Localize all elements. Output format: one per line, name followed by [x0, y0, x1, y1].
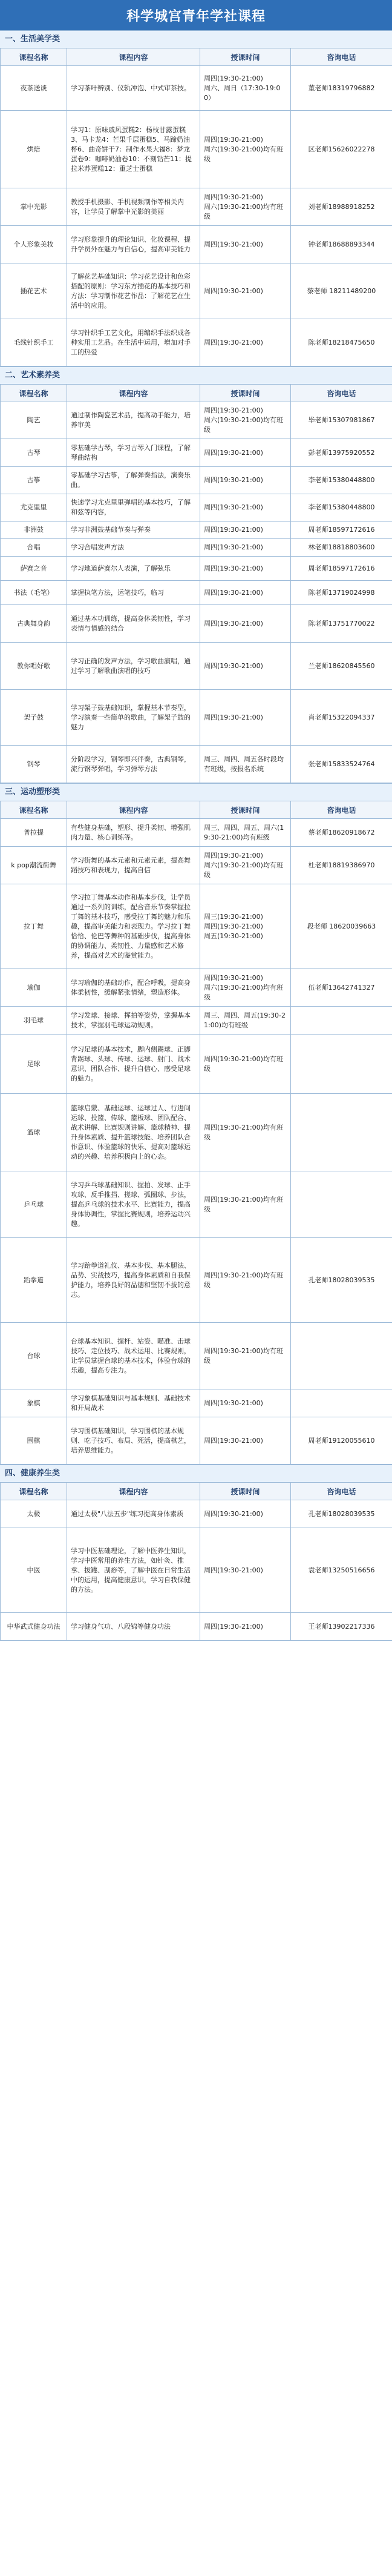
course-content: 通过制作陶瓷艺术品，提高动手能力，培养审美 [67, 402, 200, 439]
table-row [1, 1035, 392, 1094]
table-row [1, 847, 392, 884]
course-time: 周四(19:30-21:00) [200, 539, 291, 557]
table-header-row [1, 1483, 392, 1500]
course-name: 羽毛球 [1, 1007, 67, 1035]
course-content: 有些健身基础，塑形、提升柔韧、增强肌肉力量、核心训练等。 [67, 819, 200, 847]
course-time: 周四(19:30-21:00) [200, 521, 291, 539]
course-phone: 李老师15380448800 [291, 494, 392, 521]
column-header: 咨询电话 [291, 1483, 392, 1500]
column-header: 授课时间 [200, 801, 291, 819]
course-sections [0, 30, 392, 1641]
course-name: 太极 [1, 1500, 67, 1528]
course-content: 通过基本功训练，提高身体柔韧性，学习表情与情感的结合 [67, 605, 200, 643]
course-phone: 伍老师13642741327 [291, 969, 392, 1007]
column-header: 课程内容 [67, 48, 200, 66]
course-content: 快速学习尤克里里弹唱的基本技巧，了解和弦等内容， [67, 494, 200, 521]
column-header: 课程名称 [1, 1483, 67, 1500]
table-row [1, 1007, 392, 1035]
course-name: 陶艺 [1, 402, 67, 439]
course-phone: 王老师13902217336 [291, 1613, 392, 1641]
course-content: 学习健身气功、八段锦等健身功法 [67, 1613, 200, 1641]
course-name: 古典舞身韵 [1, 605, 67, 643]
column-header: 课程内容 [67, 801, 200, 819]
course-content: 学习茶叶辨别、仪轨冲泡、中式审茶技。 [67, 66, 200, 111]
course-content: 学习足球的基本技术，脚内侧踢球、正脚背踢球、头球、传球、运球、射门、战术意识、团队合作、提升自信心、感受足球的魅力。 [67, 1035, 200, 1094]
table-row [1, 819, 392, 847]
table-row [1, 66, 392, 111]
course-table [0, 384, 392, 783]
course-content: 掌握执笔方法，运笔技巧，临习 [67, 581, 200, 605]
course-name: 插花艺术 [1, 263, 67, 319]
course-phone: 区老师15626022278 [291, 111, 392, 188]
course-name: 围棋 [1, 1417, 67, 1465]
course-content: 学习拉丁舞基本动作和基本步伐，让学员通过一系列的训练，配合音乐节奏掌握拉丁舞的基本技巧，感受拉丁舞的魅力和乐趣，提高审美能力和表现力。学习拉丁舞恰恰、伦巴等舞种的基础步伐，提高身体的协调能力、柔韧性、力量感和艺术修养，提高对艺术的鉴赏能力。 [67, 884, 200, 969]
course-phone: 兰老师18620845560 [291, 643, 392, 690]
course-phone: 袁老师13250516656 [291, 1528, 392, 1613]
course-content: 学习发球、接球、挥拍等姿势，掌握基本技术，掌握羽毛球运动规则。 [67, 1007, 200, 1035]
table-row [1, 1238, 392, 1323]
table-row [1, 521, 392, 539]
table-row [1, 539, 392, 557]
course-content: 篮球启蒙、基础运球、运球过人、行进间运球、投篮、传球、篮板球、团队配合、战术讲解、比赛规则讲解、篮球精神、提升身体素质、提升篮球技能、培养团队合作意识、体验篮球的快乐、提高对篮球运动的兴趣、培养积极向上的心态。 [67, 1094, 200, 1171]
table-row [1, 439, 392, 467]
table-row [1, 226, 392, 263]
course-phone: 孔老师18028039535 [291, 1238, 392, 1323]
table-row [1, 1500, 392, 1528]
course-content: 学习形象提升的理论知识、化妆课程、提升学员外在魅力与自信心，提高审美能力 [67, 226, 200, 263]
course-time: 周三(19:30-21:00) 周四(19:30-21:00) 周五(19:30-21:00) [200, 884, 291, 969]
course-name: 掌中光影 [1, 188, 67, 226]
section-title: 二、艺术素养类 [0, 366, 392, 384]
course-time: 周四(19:30-21:00) 周六(19:30-21:00)均有班级 [200, 847, 291, 884]
course-content: 学习架子鼓基础知识，掌握基本节奏型，学习演奏一些简单的歌曲，了解架子鼓的魅力 [67, 690, 200, 746]
course-time: 周三、周四、周五(19:30-21:00)均有班级 [200, 1007, 291, 1035]
table-row [1, 969, 392, 1007]
table-row [1, 402, 392, 439]
course-content: 学习1：原味戚风蛋糕2：杨枝甘露蛋糕3、马卡龙4：芒果千层蛋糕5、马蹄奶油杯6、曲奇饼干7：制作水果大福8：梦龙蛋卷9：咖啡奶油卷10：不刻钻芒11：提拉米苏蛋糕12：重芝士蛋糕 [67, 111, 200, 188]
course-time: 周四(19:30-21:00) [200, 1389, 291, 1417]
course-table [0, 801, 392, 1465]
course-name: 古筝 [1, 467, 67, 494]
course-content: 学习围棋基础知识，学习围棋的基本规则、吃子技巧、布局、死活，提高棋艺，培养思维能力。 [67, 1417, 200, 1465]
course-time: 周四(19:30-21:00) [200, 319, 291, 366]
table-row [1, 319, 392, 366]
course-time: 周四(19:30-21:00)均有班级 [200, 1094, 291, 1171]
course-phone: 陈老师13719024998 [291, 581, 392, 605]
course-phone: 林老师18818803600 [291, 539, 392, 557]
course-phone: 孔老师18028039535 [291, 1500, 392, 1528]
course-phone [291, 1094, 392, 1171]
course-time: 周四(19:30-21:00) 周六(19:30-21:00)均有班级 [200, 111, 291, 188]
course-phone: 黎老师 18211489200 [291, 263, 392, 319]
section-title: 四、健康养生类 [0, 1465, 392, 1482]
course-phone: 段老师 18620039663 [291, 884, 392, 969]
course-content: 学习非洲鼓基础节奏与弹奏 [67, 521, 200, 539]
course-time: 周四(19:30-21:00) [200, 1528, 291, 1613]
course-name: 台球 [1, 1323, 67, 1389]
course-phone [291, 1171, 392, 1238]
course-phone: 钟老师18688893344 [291, 226, 392, 263]
course-name: 跆拳道 [1, 1238, 67, 1323]
course-name: 钢琴 [1, 746, 67, 783]
course-name: 尤克里里 [1, 494, 67, 521]
table-row [1, 1613, 392, 1641]
course-content: 通过太极"八法五步"练习提高身体素质 [67, 1500, 200, 1528]
course-content: 学习跆拳道礼仪、基本步伐、基本腿法、品势、实战技巧，提高身体素质和自我保护能力，培养良好的品德和坚韧不拔的意志。 [67, 1238, 200, 1323]
course-time: 周四(19:30-21:00) 周六(19:30-21:00)均有班级 [200, 188, 291, 226]
course-phone: 李老师15380448800 [291, 467, 392, 494]
course-content: 学习地道萨赛尔人表演，了解弦乐 [67, 557, 200, 581]
course-content: 了解花艺基础知识：学习花艺设计和色彩搭配的原则：学习东方插花的基本技巧和方法：学习制作花艺作品：了解花艺在生活中的应用。 [67, 263, 200, 319]
table-row [1, 643, 392, 690]
course-phone: 陈老师18218475650 [291, 319, 392, 366]
course-time: 周四(19:30-21:00)均有班级 [200, 1323, 291, 1389]
column-header: 课程名称 [1, 48, 67, 66]
course-phone: 董老师18319796882 [291, 66, 392, 111]
course-content: 学习正确的发声方法，学习歌曲演唱，通过学习了解歌曲演唱的技巧 [67, 643, 200, 690]
table-row [1, 188, 392, 226]
course-name: 象棋 [1, 1389, 67, 1417]
course-name: 中华武式健身功法 [1, 1613, 67, 1641]
table-row [1, 111, 392, 188]
table-row [1, 690, 392, 746]
course-name: 古琴 [1, 439, 67, 467]
course-name: 夜茶送谈 [1, 66, 67, 111]
course-name: 中医 [1, 1528, 67, 1613]
table-row [1, 1417, 392, 1465]
course-content: 学习瑜伽的基础动作，配合呼吸，提高身体柔韧性，缓解紧张情绪，塑造形体。 [67, 969, 200, 1007]
course-time: 周四(19:30-21:00)均有班级 [200, 1238, 291, 1323]
section-title: 一、生活美学类 [0, 30, 392, 48]
course-name: 瑜伽 [1, 969, 67, 1007]
course-time: 周四(19:30-21:00) [200, 263, 291, 319]
course-name: 架子鼓 [1, 690, 67, 746]
course-phone: 周老师18597172616 [291, 557, 392, 581]
page-title: 科学城宫青年学社课程 [0, 0, 392, 30]
course-time: 周四(19:30-21:00) 周六(19:30-21:00)均有班级 [200, 969, 291, 1007]
course-phone: 刘老师18988918252 [291, 188, 392, 226]
course-time: 周四(19:30-21:00) [200, 605, 291, 643]
table-header-row [1, 385, 392, 402]
course-time: 周四(19:30-21:00) [200, 557, 291, 581]
table-row [1, 263, 392, 319]
course-time: 周三、周四、周五各时段均有班级，按报名系统 [200, 746, 291, 783]
course-phone: 肖老师15322094337 [291, 690, 392, 746]
course-name: 个人形象美妆 [1, 226, 67, 263]
course-phone: 陈老师13751770022 [291, 605, 392, 643]
course-name: 非洲鼓 [1, 521, 67, 539]
course-name: 萨赛之音 [1, 557, 67, 581]
table-row [1, 494, 392, 521]
course-name: 教你唱好歌 [1, 643, 67, 690]
course-content: 学习乒乓球基础知识、握拍、发球、正手攻球、反手推挡、搓球、弧圈球、步法，提高乒乓球的技术水平、比赛能力，提高身体协调性，掌握比赛规则，培养运动兴趣。 [67, 1171, 200, 1238]
column-header: 授课时间 [200, 48, 291, 66]
column-header: 课程内容 [67, 385, 200, 402]
course-name: 篮球 [1, 1094, 67, 1171]
course-time: 周四(19:30-21:00) 周六、周日（17:30-19:00） [200, 66, 291, 111]
course-time: 周四(19:30-21:00)均有班级 [200, 1035, 291, 1094]
course-time: 周四(19:30-21:00) [200, 690, 291, 746]
section-title: 三、运动塑形类 [0, 783, 392, 801]
course-time: 周四(19:30-21:00) [200, 643, 291, 690]
course-content: 学习针织手工艺文化，用编织手法织成各种实用工艺品。在生活中运用，增加对手工的热爱 [67, 319, 200, 366]
course-phone: 周老师18597172616 [291, 521, 392, 539]
course-name: 书法（毛笔） [1, 581, 67, 605]
course-name: 普拉提 [1, 819, 67, 847]
course-phone: 彭老师13975920552 [291, 439, 392, 467]
course-time: 周三、周四、周五、周六(19:30-21:00)均有班级 [200, 819, 291, 847]
course-content: 学习中医基础理论，了解中医养生知识，学习中医常用的养生方法，如针灸、推拿、拔罐、刮痧等，了解中医在日常生活中的运用，提高健康意识，学习自我保健的方法。 [67, 1528, 200, 1613]
course-phone [291, 1389, 392, 1417]
course-name: 合唱 [1, 539, 67, 557]
table-row [1, 605, 392, 643]
column-header: 课程内容 [67, 1483, 200, 1500]
course-phone [291, 1035, 392, 1094]
course-name: k pop潮流街舞 [1, 847, 67, 884]
column-header: 课程名称 [1, 801, 67, 819]
table-row [1, 467, 392, 494]
table-row [1, 1389, 392, 1417]
course-time: 周四(19:30-21:00) [200, 494, 291, 521]
course-name: 毛线针织手工 [1, 319, 67, 366]
course-time: 周四(19:30-21:00)均有班级 [200, 1171, 291, 1238]
course-table [0, 48, 392, 366]
course-content: 零基础学习古筝，了解弹奏指法，演奏乐曲。 [67, 467, 200, 494]
course-name: 烘焙 [1, 111, 67, 188]
column-header: 课程名称 [1, 385, 67, 402]
table-header-row [1, 48, 392, 66]
course-phone: 杜老师18819386970 [291, 847, 392, 884]
course-content: 学习象棋基础知识与基本规则、基础技术和开局战术 [67, 1389, 200, 1417]
table-row [1, 746, 392, 783]
course-table [0, 1482, 392, 1641]
course-time: 周四(19:30-21:00) [200, 581, 291, 605]
course-name: 足球 [1, 1035, 67, 1094]
table-row [1, 884, 392, 969]
course-time: 周四(19:30-21:00) [200, 467, 291, 494]
course-content: 分阶段学习，钢琴即兴伴奏，古典钢琴，流行钢琴弹唱，学习弹琴方法 [67, 746, 200, 783]
course-name: 拉丁舞 [1, 884, 67, 969]
table-row [1, 581, 392, 605]
course-phone [291, 1007, 392, 1035]
course-time: 周四(19:30-21:00) [200, 1417, 291, 1465]
column-header: 咨询电话 [291, 48, 392, 66]
course-content: 台球基本知识、握杆、站姿、瞄准、击球技巧、走位技巧、战术运用、比赛规则，让学员掌握台球的基本技术，体验台球的乐趣，提高专注力。 [67, 1323, 200, 1389]
table-row [1, 1094, 392, 1171]
table-row [1, 1171, 392, 1238]
course-time: 周四(19:30-21:00) [200, 226, 291, 263]
column-header: 授课时间 [200, 385, 291, 402]
column-header: 咨询电话 [291, 385, 392, 402]
column-header: 咨询电话 [291, 801, 392, 819]
course-phone: 张老师15833524764 [291, 746, 392, 783]
table-row [1, 557, 392, 581]
course-name: 乒乓球 [1, 1171, 67, 1238]
course-phone: 毕老师15307981867 [291, 402, 392, 439]
course-content: 学习合唱发声方法 [67, 539, 200, 557]
table-row [1, 1323, 392, 1389]
course-phone [291, 1323, 392, 1389]
course-content: 零基础学古琴，学习古琴入门课程，了解琴曲结构 [67, 439, 200, 467]
course-phone: 蔡老师18620918672 [291, 819, 392, 847]
table-row [1, 1528, 392, 1613]
course-time: 周四(19:30-21:00) [200, 1613, 291, 1641]
course-phone: 周老师19120055610 [291, 1417, 392, 1465]
course-time: 周四(19:30-21:00) [200, 1500, 291, 1528]
course-time: 周四(19:30-21:00) 周六(19:30-21:00)均有班级 [200, 402, 291, 439]
course-content: 学习街舞的基本元素和元素元素，提高舞蹈技巧和表现力，提高自信 [67, 847, 200, 884]
table-header-row [1, 801, 392, 819]
course-content: 教授手机摄影、手机视频制作等相关内容，让学员了解掌中光影的美丽 [67, 188, 200, 226]
column-header: 授课时间 [200, 1483, 291, 1500]
course-time: 周四(19:30-21:00) [200, 439, 291, 467]
